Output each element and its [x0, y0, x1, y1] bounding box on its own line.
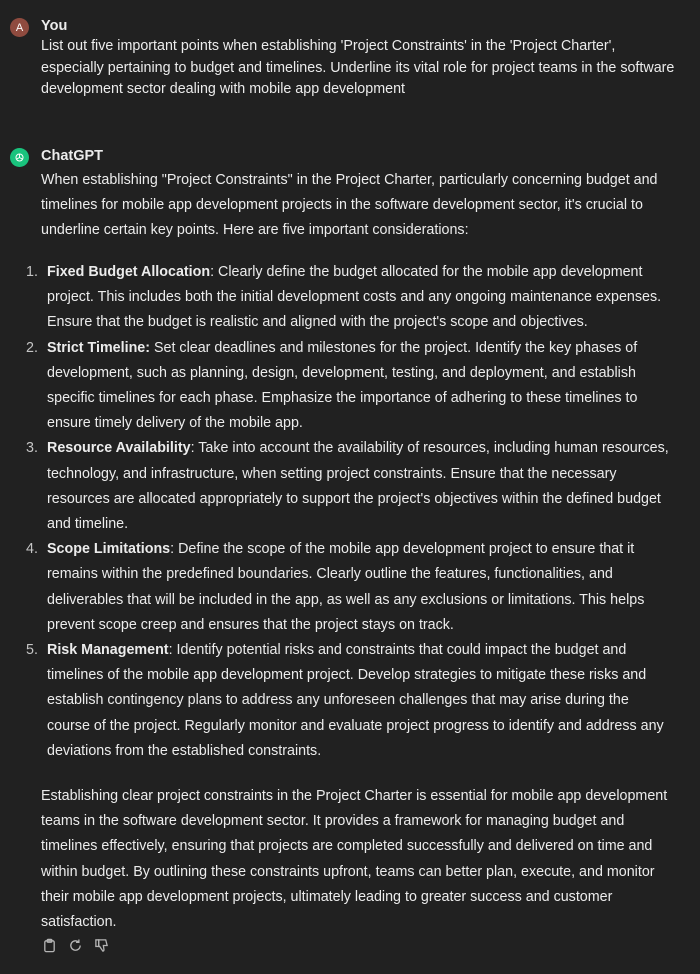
list-item-body: : Clearly define the budget allocated for the mobile app development project. This includes both the initial development costs and any ongoing maintenance expenses. Ensure that the budget is realistic and aligned with the project's scope and objectives. — [47, 264, 662, 331]
user-name: You — [41, 18, 68, 34]
user-avatar-letter: A — [15, 21, 24, 34]
list-item-title: Fixed Budget Allocation — [47, 264, 211, 280]
list-item-body: : Identify potential risks and constraints that could impact the budget and timelines of the mobile app development project. Develop strategies to mitigate these risks and establish contingency plans to address any unforeseen challenges that may arise during the course of the project. Regularly monitor and evaluate project progress to identify and address any deviations from the established constraints. — [47, 642, 664, 759]
list-item — [0, 638, 669, 764]
list-item-title: Resource Availability — [47, 440, 191, 457]
list-item-title: Strict Timeline: — [47, 339, 151, 356]
list-item — [0, 336, 669, 437]
thumbs-down-icon[interactable] — [94, 938, 109, 953]
message-actions — [42, 938, 109, 953]
list-item — [0, 436, 669, 537]
list-item-body: Set clear deadlines and milestones for the project. Identify the key phases of development, such as planning, design, development, testing, and deployment, and establish specific timelines for each phase. Emphasize the importance of adhering to these timelines to ensure timely delivery of the mobile app. — [47, 339, 638, 432]
list-item-number: 4. — [26, 541, 38, 558]
considerations-list — [0, 260, 680, 764]
user-avatar — [10, 18, 29, 37]
assistant-outro-text: Establishing clear project constraints in the Project Charter is essential for mobile app development teams in the software development sector. It provides a framework for managing budget and timelines effectively, ensuring that projects are completed successfully and delivered on time and within budget. By outlining these constraints upfront, teams can better plan, execute, and monitor their mobile app development projects, ultimately leading to greater success and customer satisfaction. — [41, 788, 668, 931]
user-message-text: List out five important points when establishing 'Project Constraints' in the 'Project Charter', especially pertaining to budget and timelines. Underline its vital role for project teams in the software development sector dealing with mobile app development — [41, 38, 675, 97]
list-item-number: 1. — [26, 264, 38, 280]
list-item — [0, 260, 669, 336]
list-item-number: 5. — [26, 642, 38, 659]
assistant-name: ChatGPT — [41, 148, 104, 164]
list-item-number: 2. — [26, 339, 38, 356]
list-item-title: Risk Management — [47, 642, 169, 659]
list-item-number: 3. — [26, 440, 38, 457]
regenerate-icon[interactable] — [68, 938, 83, 953]
list-item — [0, 537, 669, 638]
list-item-title: Scope Limitations — [47, 541, 171, 558]
assistant-intro-text: When establishing "Project Constraints" in the Project Charter, particularly concerning budget and timelines for mobile app development projects in the software development sector, it's crucial to underline certain key points. Here are five important considerations: — [41, 172, 658, 238]
list-item-body: : Take into account the availability of resources, including human resources, technology, and infrastructure, when setting project constraints. Ensure that the necessary resources are allocated appropriately to support the project's objectives within the defined budget and timeline. — [47, 440, 669, 533]
chatgpt-logo-icon — [10, 148, 29, 167]
clipboard-icon[interactable] — [42, 938, 57, 953]
list-item-body: : Define the scope of the mobile app development project to ensure that it remains within the predefined boundaries. Clearly outline the features, functionalities, and deliverables that will be included in the app, as well as any exclusions or limitations. This helps prevent scope creep and ensures that the project stays on track. — [47, 541, 645, 633]
